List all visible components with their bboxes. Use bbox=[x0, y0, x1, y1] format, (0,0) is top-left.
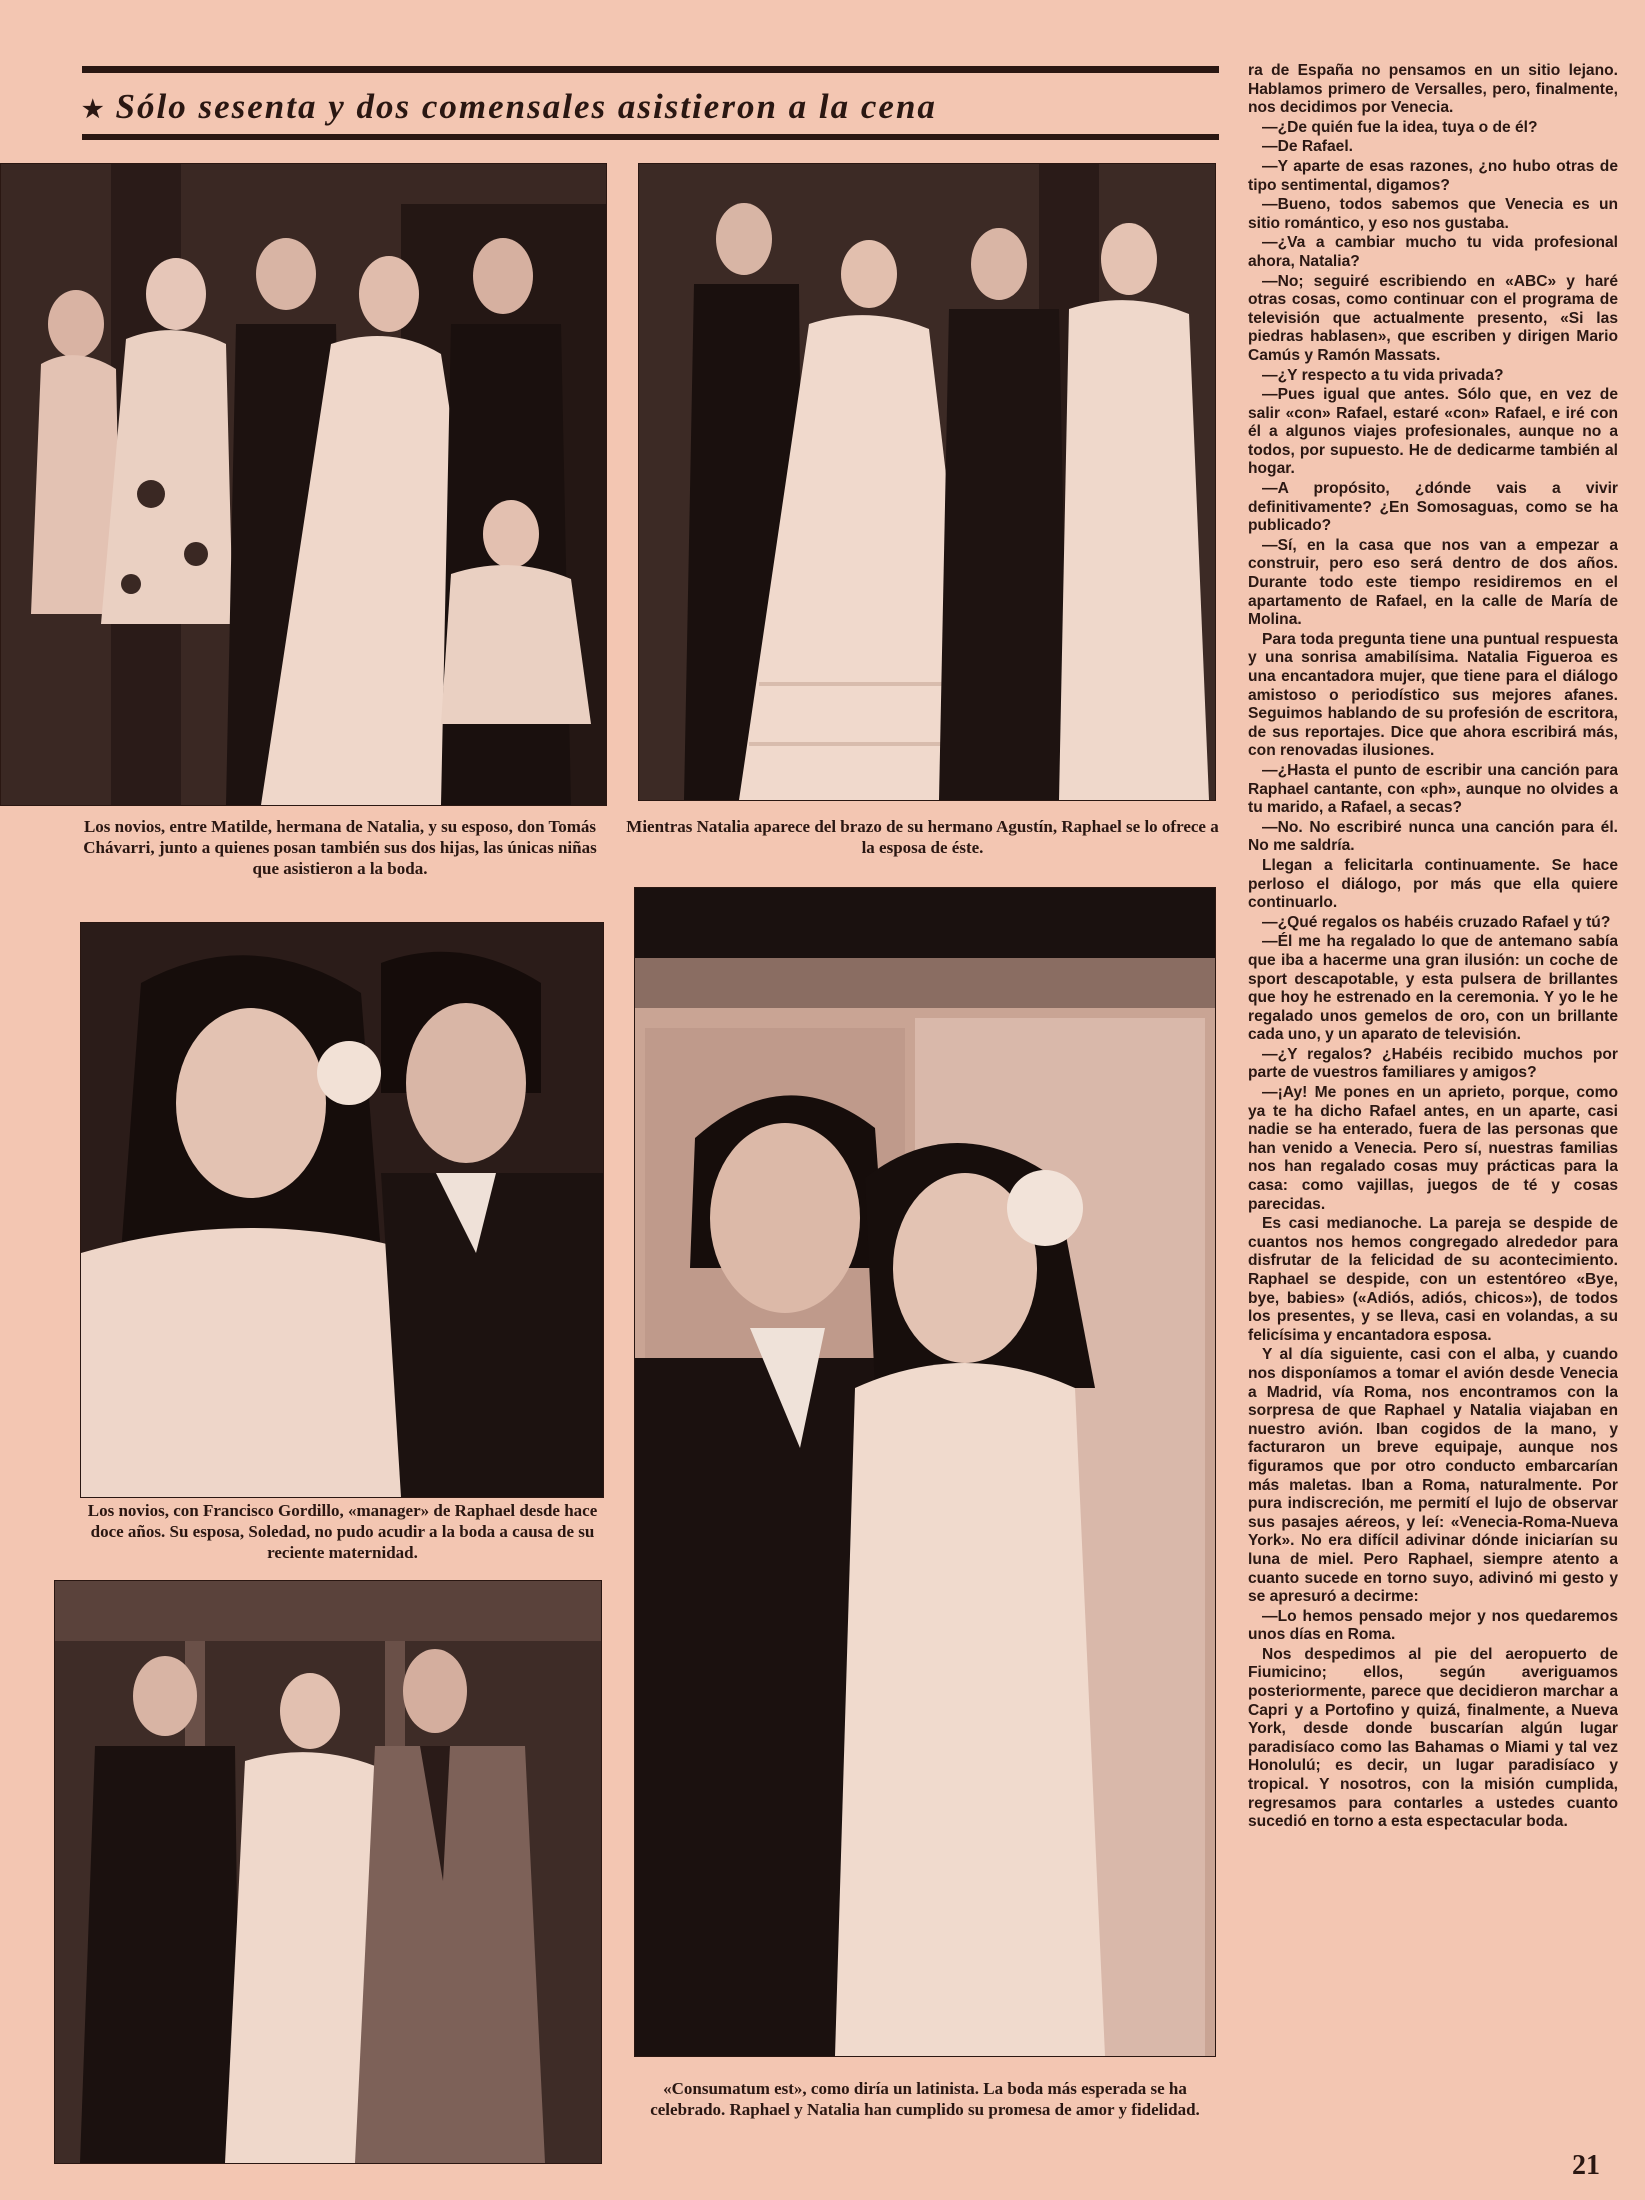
photo-couple-with-manager-walking bbox=[54, 1580, 602, 2164]
headline-rule-top bbox=[82, 66, 1219, 73]
article-paragraph: —¿Qué regalos os habéis cruzado Rafael y tú? bbox=[1262, 913, 1611, 931]
star-icon: ★ bbox=[82, 96, 106, 123]
article-paragraph: Nos despedimos al pie del aeropuerto de Fiumicino; ellos, según averiguamos posteriormente, parece que decidieron marchar a Capri y a Portofino y quizá, finalmente, a Nueva York, desde donde buscarían algún lugar paradisíaco como las Bahamas o Miami y tal vez Honolulú; es decir, un lugar paradisíaco y tropical. Y nosotros, con la misión cumplida, regresamos para contarles a ustedes cuanto sucedió en torno a esta espectacular boda. bbox=[1248, 1645, 1618, 1831]
article-paragraph: —Sí, en la casa que nos van a empezar a construir, pero eso será dentro de dos años. Durante todo este tiempo residiremos en el apartamento de Rafael, en la calle de María de Molina. bbox=[1248, 536, 1618, 629]
article-paragraph: —¿Hasta el punto de escribir una canción para Raphael cantante, con «ph», aunque no olvides a tu marido, a Rafael, a secas? bbox=[1248, 761, 1618, 817]
headline-rule-bottom bbox=[82, 134, 1219, 140]
headline-text: Sólo sesenta y dos comensales asistieron a la cena bbox=[115, 87, 937, 126]
photo-couple-portrait bbox=[634, 887, 1216, 2057]
article-paragraph: Llegan a felicitarla continuamente. Se hace perloso el diálogo, por más que ella quiere continuarlo. bbox=[1248, 856, 1618, 912]
article-paragraph: —¿Y respecto a tu vida privada? bbox=[1262, 366, 1504, 384]
article-paragraph: Para toda pregunta tiene una puntual respuesta y una sonrisa amabilísima. Natalia Figueroa es una encantadora mujer, que tiene para el diálogo amistoso o periodístico sus mejores afanes. Seguimos hablando de su profesión de escritora, de sus reportajes. Dice que ahora escribirá más, con renovadas ilusiones. bbox=[1248, 630, 1618, 760]
article-paragraph: —¿Va a cambiar mucho tu vida profesional ahora, Natalia? bbox=[1248, 234, 1618, 270]
caption-photo-couple-portrait: «Consumatum est», como diría un latinista. La boda más esperada se ha celebrado. Raphael y Natalia han cumplido su promesa de amor y fidelidad. bbox=[650, 2079, 1200, 2119]
article-paragraph: —No; seguiré escribiendo en «ABC» y haré otras cosas, como continuar con el programa de televisión que actualmente presento, «Si las piedras hablasen», que escriben y dirigen Mario Camús y Ramón Massats. bbox=[1248, 272, 1618, 364]
article-paragraph: Y al día siguiente, casi con el alba, y cuando nos disponíamos a tomar el avión desde Venecia a Madrid, vía Roma, nos encontramos con la sorpresa de que Raphael y Natalia viajaban en nuestro avión. Iban cogidos de la mano, y facturaron un breve equipaje, aunque nos figuramos que por otro conducto embarcarían más maletas. Iban a Roma, naturalmente. Por pura indiscreción, me permití el lujo de observar sus pasajes aéreos, y leí: «Venecia-Roma-Nueva York». No era difícil adivinar dónde iniciarían su luna de miel. Pero Raphael, siempre atento a cuanto sucede en torno suyo, adivinó mi gesto y se apresuró a decirme: bbox=[1248, 1346, 1618, 1606]
article-paragraph: —No. No escribiré nunca una canción para él. No me saldría. bbox=[1248, 818, 1618, 855]
article-paragraph: —Él me ha regalado lo que de antemano sabía que iba a hacerme una gran ilusión: un coche de sport descapotable, y esta pulsera de brillantes que hoy he estrenado en la ceremonia. Y yo le he regalado unos gemelos de oro, con un brillante cada uno, y un aparato de televisión. bbox=[1248, 933, 1618, 1044]
article-paragraph: Es casi medianoche. La pareja se despide de cuantos nos hemos congregado alrededor para disfrutar de la felicidad de su acontecimiento. Raphael se despide, con un estentóreo «Bye, bye, babies» («Adiós, adiós, chicos»), de todos los presentes, y se lleva, casi en volandas, a su felicísima y encantadora esposa. bbox=[1248, 1215, 1618, 1344]
caption-photo-couple-with-manager: Los novios, con Francisco Gordillo, «manager» de Raphael desde hace doce años. Su esposa, Soledad, no pudo acudir a la boda a causa de su reciente maternidad. bbox=[87, 1501, 598, 1562]
article-paragraph: —¿De quién fue la idea, tuya o de él? bbox=[1262, 118, 1538, 136]
article-paragraph: —A propósito, ¿dónde vais a vivir definitivamente? ¿En Somosaguas, como se ha publicado? bbox=[1248, 480, 1618, 535]
page-number: 21 bbox=[1572, 2150, 1600, 2181]
caption-photo-family-group: Los novios, entre Matilde, hermana de Natalia, y su esposo, don Tomás Chávarri, junto a quienes posan también sus dos hijas, las únicas niñas que asistieron a la boda. bbox=[83, 817, 597, 878]
photo-couple-with-manager-closeup bbox=[80, 922, 604, 1498]
article-paragraph: —Lo hemos pensado mejor y nos quedaremos unos días en Roma. bbox=[1248, 1607, 1618, 1644]
article-paragraph: —De Rafael. bbox=[1262, 138, 1353, 156]
caption-photo-arm-in-arm: Mientras Natalia aparece del brazo de su hermano Agustín, Raphael se lo ofrece a la esposa de éste. bbox=[626, 817, 1219, 857]
article-paragraph: —Bueno, todos sabemos que Venecia es un sitio romántico, y eso nos gustaba. bbox=[1248, 196, 1618, 232]
article-paragraph: ra de España no pensamos en un sitio lejano. Hablamos primero de Versalles, pero, finalmente, nos decidimos por Venecia. bbox=[1248, 62, 1618, 117]
article-body bbox=[1248, 62, 1618, 2132]
article-paragraph: —¿Y regalos? ¿Habéis recibido muchos por parte de vuestros familiares y amigos? bbox=[1248, 1045, 1618, 1082]
photo-arm-in-arm bbox=[638, 163, 1216, 801]
article-paragraph: —Y aparte de esas razones, ¿no hubo otras de tipo sentimental, digamos? bbox=[1248, 157, 1618, 194]
photo-family-group bbox=[0, 163, 607, 806]
article-paragraph: —Pues igual que antes. Sólo que, en vez de salir «con» Rafael, estaré «con» Rafael, e iré con él a algunos viajes profesionales, aunque no a todos, por supuesto. He de dedicarme también al hogar. bbox=[1248, 386, 1618, 478]
headline bbox=[82, 82, 1218, 132]
article-paragraph: —¡Ay! Me pones en un aprieto, porque, como ya te ha dicho Rafael antes, en un aparte, casi nadie se ha enterado, fuera de las personas que han venido a Venecia. Pero sí, nuestras familias nos han regalado cosas muy prácticas para la casa: como vajillas, juegos de té y cosas parecidas. bbox=[1248, 1084, 1618, 1213]
